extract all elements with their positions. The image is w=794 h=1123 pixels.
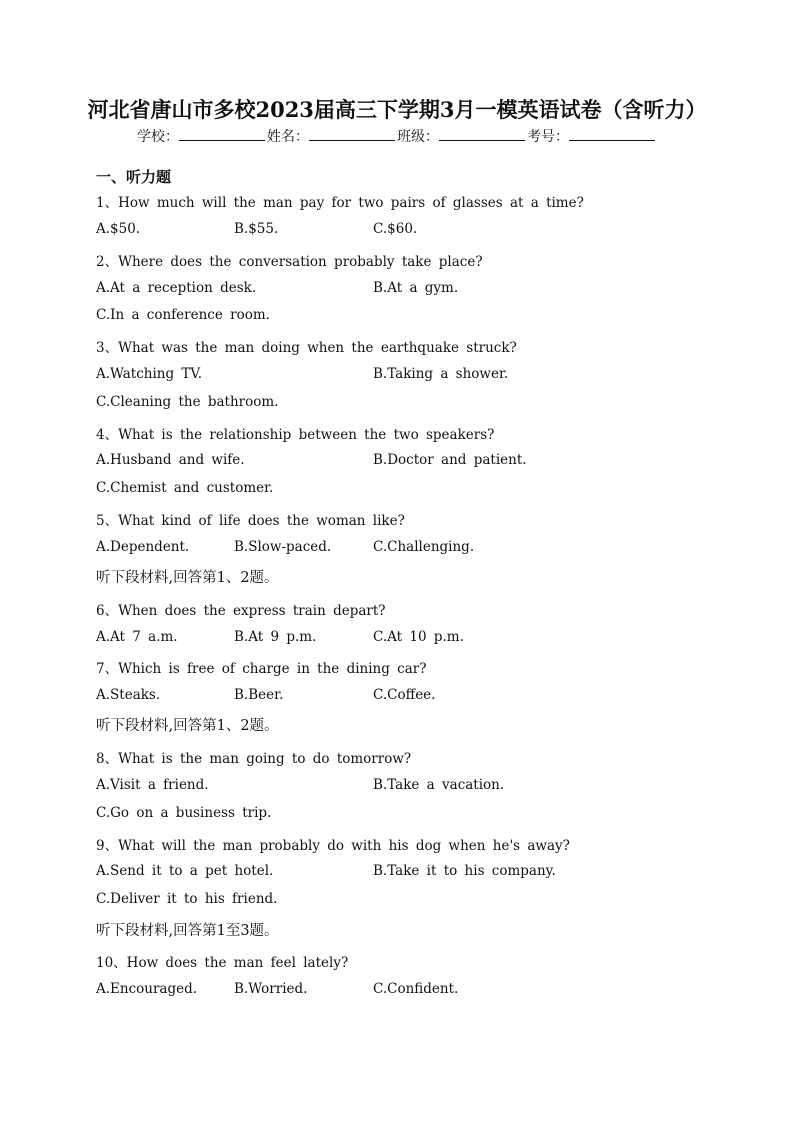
question-8: 8、What is the man going to do tomorrow? bbox=[96, 751, 412, 767]
q2-option-b: B.At a gym. bbox=[373, 280, 459, 296]
q5-option-c: C.Challenging. bbox=[373, 539, 475, 555]
q1-option-c: C.$60. bbox=[373, 221, 418, 237]
q5-option-a: A.Dependent. bbox=[96, 539, 190, 555]
q1-option-b: B.$55. bbox=[234, 221, 279, 237]
q7-option-b: B.Beer. bbox=[234, 687, 284, 703]
q9-option-c: C.Deliver it to his friend. bbox=[96, 891, 278, 907]
class-label: 班级： bbox=[397, 129, 439, 145]
question-1: 1、How much will the man pay for two pairs of glasses at a time? bbox=[96, 195, 584, 211]
class-blank[interactable] bbox=[439, 128, 525, 141]
school-label: 学校： bbox=[137, 129, 179, 145]
q2-option-a: A.At a reception desk. bbox=[96, 280, 257, 296]
q2-option-c: C.In a conference room. bbox=[96, 307, 270, 323]
q4-option-b: B.Doctor and patient. bbox=[373, 452, 527, 468]
q3-option-b: B.Taking a shower. bbox=[373, 366, 509, 382]
q9-option-b: B.Take it to his company. bbox=[373, 863, 556, 879]
name-label: 姓名： bbox=[267, 129, 309, 145]
listening-instruction-2: 听下段材料,回答第1、2题。 bbox=[96, 718, 279, 734]
q7-option-a: A.Steaks. bbox=[96, 687, 161, 703]
listening-instruction-1: 听下段材料,回答第1、2题。 bbox=[96, 570, 279, 586]
school-blank[interactable] bbox=[179, 128, 265, 141]
q8-option-c: C.Go on a business trip. bbox=[96, 805, 272, 821]
q3-option-a: A.Watching TV. bbox=[96, 366, 203, 382]
question-10: 10、How does the man feel lately? bbox=[96, 955, 349, 971]
q4-option-a: A.Husband and wife. bbox=[96, 452, 245, 468]
q5-option-b: B.Slow-paced. bbox=[234, 539, 332, 555]
section-heading: 一、听力题 bbox=[96, 168, 172, 186]
question-7: 7、Which is free of charge in the dining car? bbox=[96, 661, 427, 677]
q10-option-c: C.Confident. bbox=[373, 981, 459, 997]
question-6: 6、When does the express train depart? bbox=[96, 603, 386, 619]
exam-title: 河北省唐山市多校2023届高三下学期3月一模英语试卷（含听力） bbox=[87, 97, 707, 122]
student-info-row bbox=[0, 126, 794, 146]
question-5: 5、What kind of life does the woman like? bbox=[96, 513, 405, 529]
question-2: 2、Where does the conversation probably take place? bbox=[96, 254, 483, 270]
listening-instruction-3: 听下段材料,回答第1至3题。 bbox=[96, 923, 279, 939]
question-3: 3、What was the man doing when the earthquake struck? bbox=[96, 340, 517, 356]
q7-option-c: C.Coffee. bbox=[373, 687, 436, 703]
q6-option-c: C.At 10 p.m. bbox=[373, 629, 464, 645]
q4-option-c: C.Chemist and customer. bbox=[96, 480, 274, 496]
q6-option-b: B.At 9 p.m. bbox=[234, 629, 317, 645]
q1-option-a: A.$50. bbox=[96, 221, 141, 237]
q6-option-a: A.At 7 a.m. bbox=[96, 629, 178, 645]
q9-option-a: A.Send it to a pet hotel. bbox=[96, 863, 274, 879]
q10-option-a: A.Encouraged. bbox=[96, 981, 198, 997]
question-4: 4、What is the relationship between the two speakers? bbox=[96, 427, 495, 443]
question-9: 9、What will the man probably do with his dog when he's away? bbox=[96, 838, 570, 854]
name-blank[interactable] bbox=[309, 128, 395, 141]
q3-option-c: C.Cleaning the bathroom. bbox=[96, 394, 279, 410]
number-label: 考号： bbox=[527, 129, 569, 145]
number-blank[interactable] bbox=[569, 128, 655, 141]
q8-option-a: A.Visit a friend. bbox=[96, 777, 209, 793]
q8-option-b: B.Take a vacation. bbox=[373, 777, 505, 793]
q10-option-b: B.Worried. bbox=[234, 981, 308, 997]
